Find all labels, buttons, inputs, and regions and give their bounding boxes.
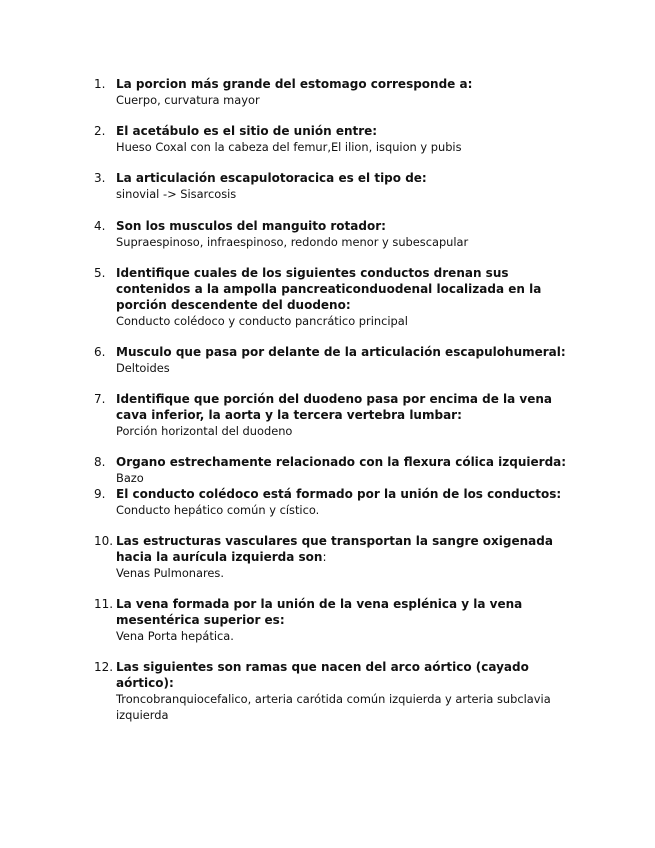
- item-number: 7.: [94, 392, 106, 406]
- answer-text: Cuerpo, curvatura mayor: [116, 93, 260, 107]
- question-text-line: Identifique que porción del duodeno pasa por encima de la vena: [116, 392, 553, 406]
- question-text-line: Las siguientes son ramas que nacen del arco aórtico (cayado: [116, 660, 529, 674]
- question-text: Organo estrechamente relacionado con la flexura cólica izquierda:: [116, 455, 567, 469]
- item-number: 11.: [94, 597, 114, 611]
- answer-text: Conducto colédoco y conducto pancrático principal: [116, 314, 408, 328]
- question-text: El conducto colédoco está formado por la unión de los conductos:: [116, 487, 562, 501]
- question-text-line: porción descendente del duodeno:: [116, 298, 351, 312]
- question-text-line: La vena formada por la unión de la vena esplénica y la vena: [116, 597, 523, 611]
- answer-text: Porción horizontal del duodeno: [116, 424, 293, 438]
- question-text-line: aórtico):: [116, 676, 174, 690]
- answer-text: Venas Pulmonares.: [116, 566, 224, 580]
- item-number: 9.: [94, 487, 106, 501]
- item-number: 4.: [94, 219, 106, 233]
- question-text-tail: :: [322, 550, 327, 564]
- question-text: La articulación escapulotoracica es el tipo de:: [116, 171, 427, 185]
- question-text: La porcion más grande del estomago corresponde a:: [116, 77, 473, 91]
- answer-text: sinovial -> Sisarcosis: [116, 187, 237, 201]
- item-number: 10.: [94, 534, 114, 548]
- item-number: 12.: [94, 660, 114, 674]
- question-text-line: Identifique cuales de los siguientes conductos drenan sus: [116, 266, 509, 280]
- answer-text: Bazo: [116, 471, 144, 485]
- answer-text: Conducto hepático común y cístico.: [116, 503, 320, 517]
- item-number: 2.: [94, 124, 106, 138]
- item-number: 8.: [94, 455, 106, 469]
- answer-text-line: izquierda: [116, 708, 169, 722]
- item-number: 3.: [94, 171, 106, 185]
- answer-text: Vena Porta hepática.: [116, 629, 234, 643]
- question-text-line: contenidos a la ampolla pancreaticonduodenal localizada en la: [116, 282, 542, 296]
- answer-text: Hueso Coxal con la cabeza del femur,El ilion, isquion y pubis: [116, 140, 462, 154]
- item-number: 6.: [94, 345, 106, 359]
- item-number: 1.: [94, 77, 106, 91]
- answer-text: Deltoides: [116, 361, 170, 375]
- question-text-line: Las estructuras vasculares que transportan la sangre oxigenada: [116, 534, 553, 548]
- question-text-segment: hacia la aurícula izquierda son: [116, 550, 323, 564]
- question-text-line: mesentérica superior es:: [116, 613, 285, 627]
- question-text: Son los musculos del manguito rotador:: [116, 219, 386, 233]
- item-number: 5.: [94, 266, 106, 280]
- answer-text-line: Troncobranquiocefalico, arteria carótida común izquierda y arteria subclavia: [116, 692, 551, 706]
- question-text-line: [116, 549, 578, 565]
- question-text: Musculo que pasa por delante de la articulación escapulohumeral:: [116, 345, 566, 359]
- answer-text: Supraespinoso, infraespinoso, redondo menor y subescapular: [116, 235, 469, 249]
- question-text-line: cava inferior, la aorta y la tercera vertebra lumbar:: [116, 408, 462, 422]
- question-text: El acetábulo es el sitio de unión entre:: [116, 124, 378, 138]
